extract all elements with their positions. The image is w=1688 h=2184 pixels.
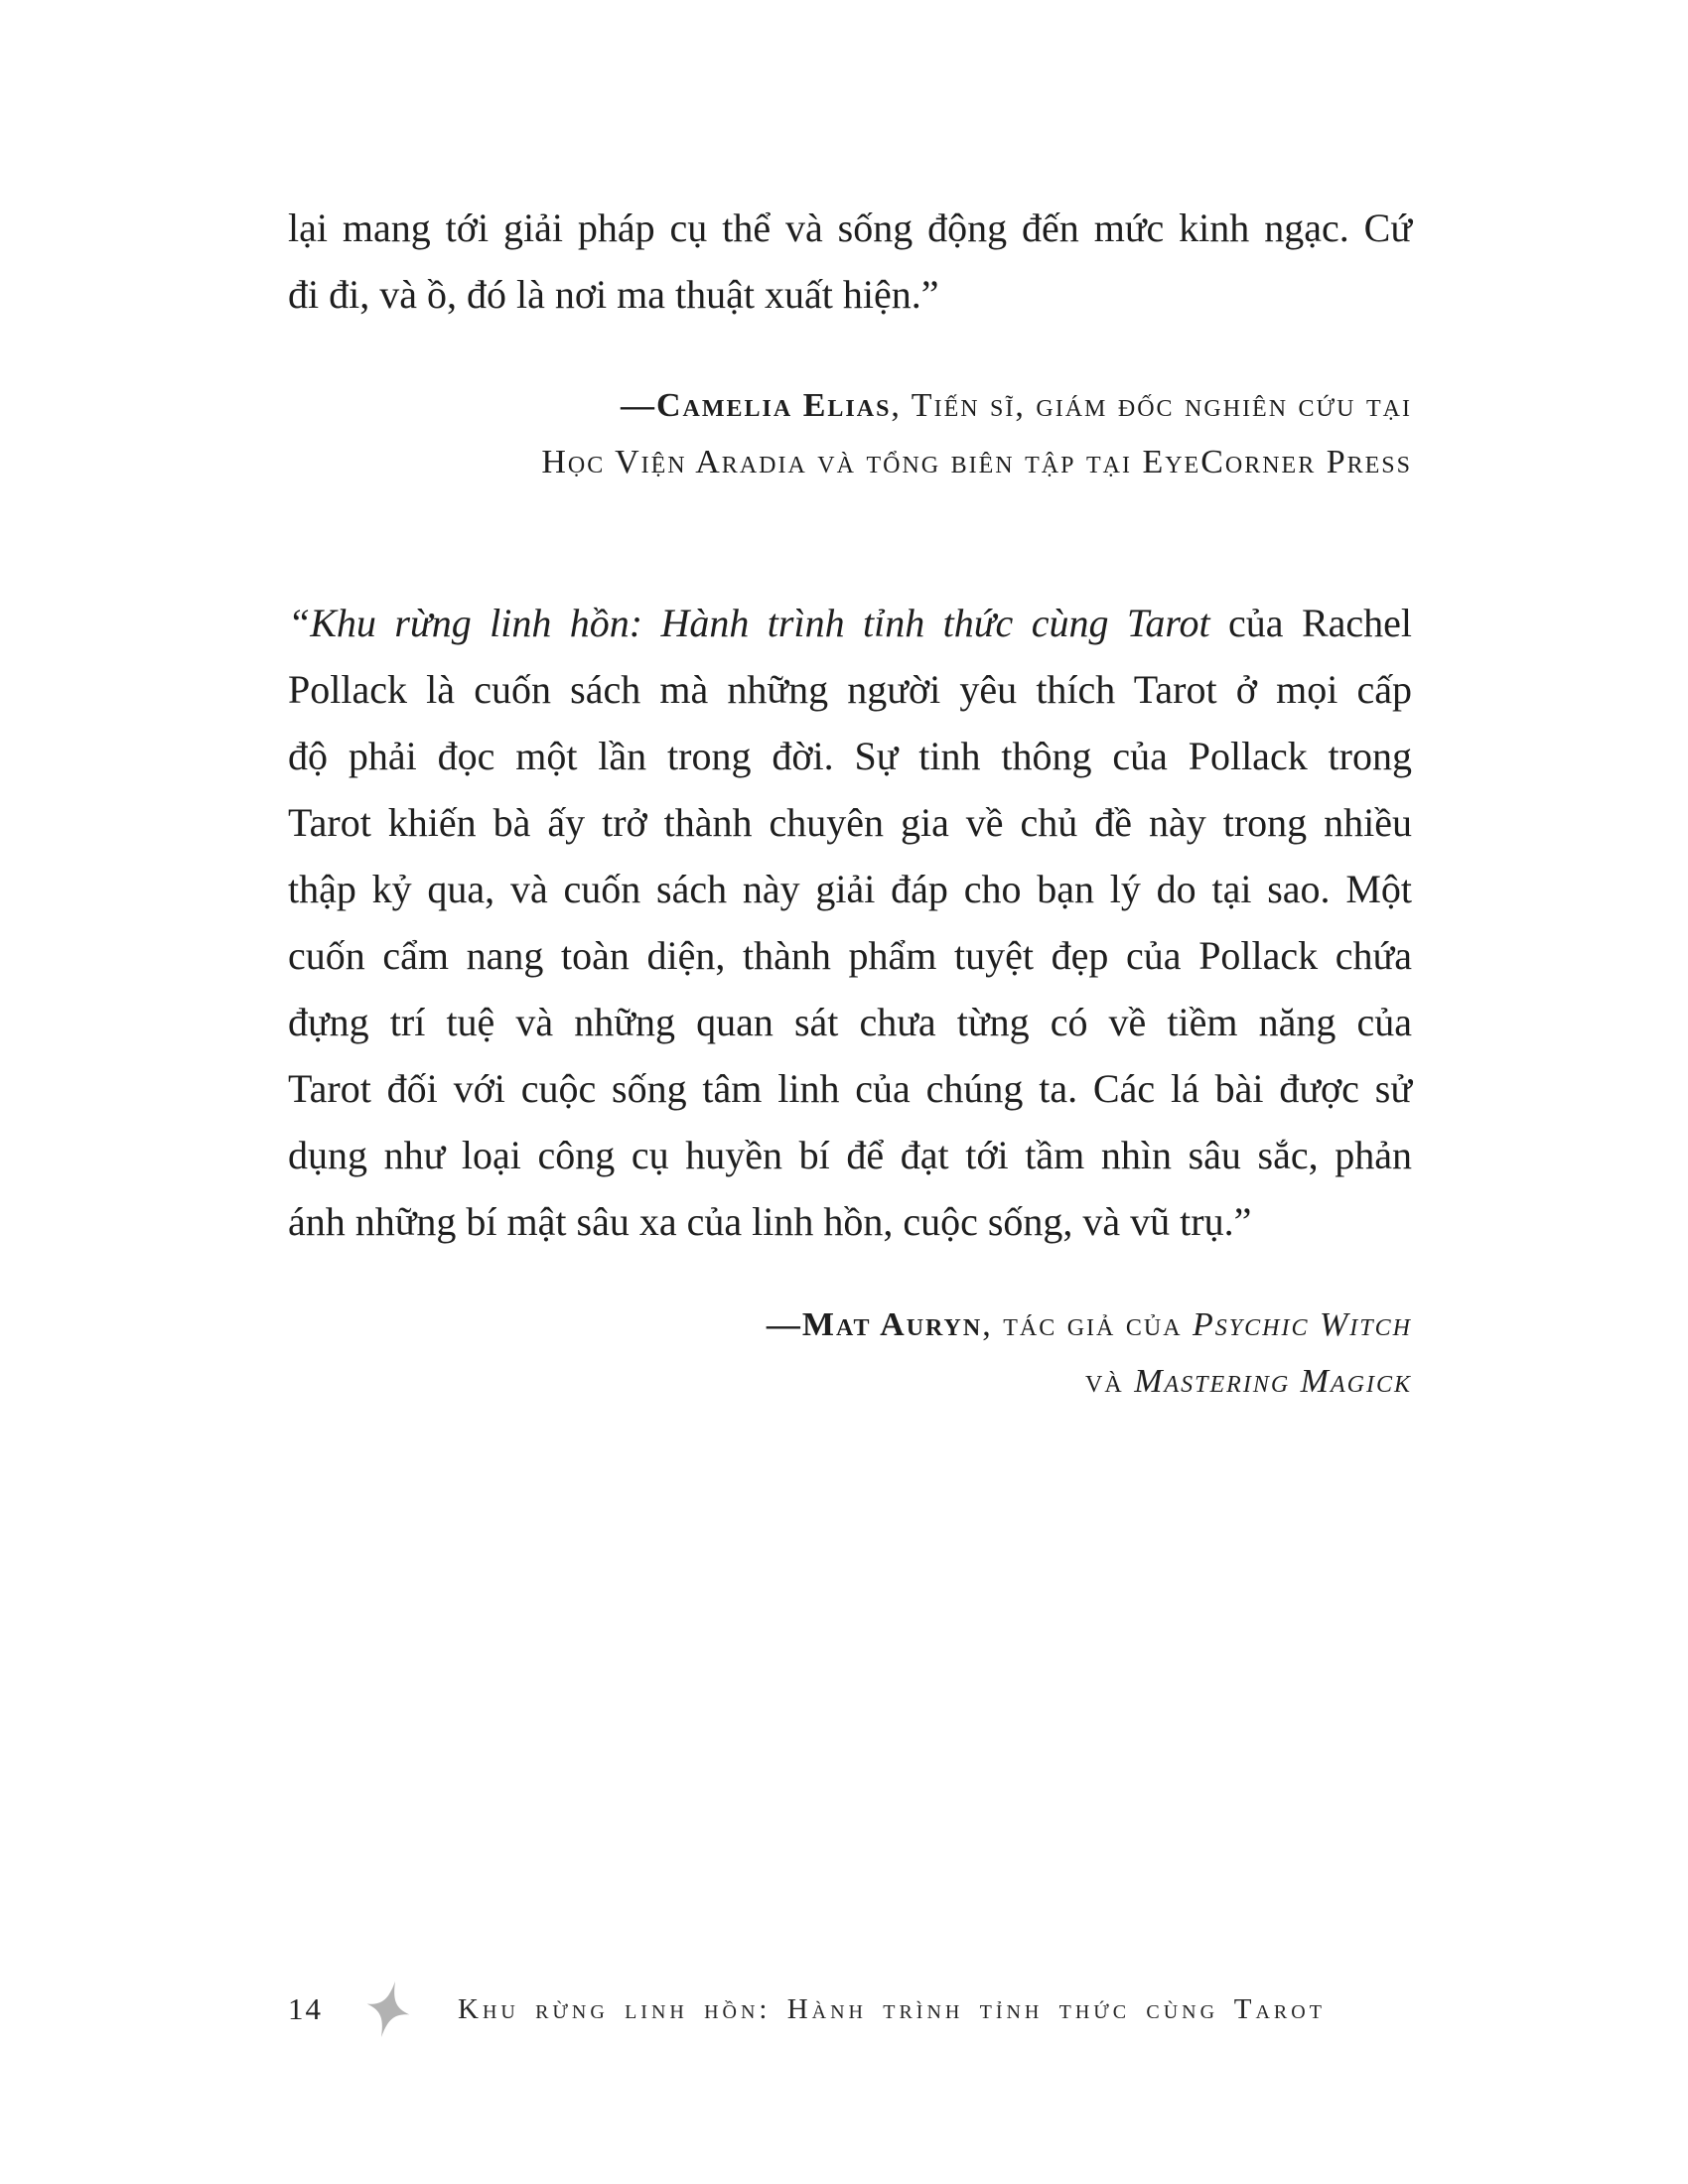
quote-line: ánh những bí mật sâu xa của linh hồn, cuộc sống, và vũ trụ.” [288,1199,1252,1244]
book-title-italic: “Khu rừng linh hồn: Hành trình tỉnh thức cùng Tarot [288,601,1210,645]
attribution-camelia-elias [288,377,1412,490]
quote-line: đi đi, và ồ, đó là nơi ma thuật xuất hiện.” [288,272,939,317]
reviewer-name: —Camelia Elias [620,387,892,424]
four-pointed-star-icon [360,1977,417,2043]
page-number: 14 [288,1991,323,2026]
attribution-line: và Mastering Magick [1085,1363,1412,1400]
page-footer [288,1978,1412,2041]
attribution-line: Học Viện Aradia và tổng biên tập tại EyeCorner Press [541,444,1412,480]
quote-line: thập kỷ qua, và cuốn sách này giải đáp cho bạn lý do tại sao. Một [288,867,1412,911]
quote-line: Tarot đối với cuộc sống tâm linh của chúng ta. Các lá bài được sử [288,1066,1412,1111]
quote-line: lại mang tới giải pháp cụ thể và sống động đến mức kinh ngạc. Cứ [288,205,1412,250]
quote-line: Tarot khiến bà ấy trở thành chuyên gia về chủ đề này trong nhiều [288,800,1412,845]
quote-line: độ phải đọc một lần trong đời. Sự tinh thông của Pollack trong [288,734,1412,778]
reviewer-role: , tác giả của [982,1306,1194,1343]
book-title-italic: Psychic Witch [1193,1306,1412,1343]
quote-line: “Khu rừng linh hồn: Hành trình tỉnh thức cùng Tarot của Rachel [288,601,1412,645]
attribution-line [288,1297,1412,1353]
review-quote-top [288,195,1412,328]
quote-line: Pollack là cuốn sách mà những người yêu thích Tarot ở mọi cấp [288,667,1412,712]
reviewer-role: , Tiến sĩ, giám đốc nghiên cứu tại [891,387,1412,424]
quote-line: cuốn cẩm nang toàn diện, thành phẩm tuyệt đẹp của Pollack chứa [288,933,1412,978]
running-title: Khu rừng linh hồn: Hành trình tỉnh thức cùng Tarot [458,1992,1326,2025]
quote-line: dụng như loại công cụ huyền bí để đạt tới tầm nhìn sâu sắc, phản [288,1133,1412,1177]
attribution-mat-auryn [288,1297,1412,1410]
review-quote-main [288,590,1412,1255]
book-title-italic: Mastering Magick [1134,1363,1412,1400]
attribution-line [288,377,1412,434]
quote-line: đựng trí tuệ và những quan sát chưa từng có về tiềm năng của [288,1000,1412,1044]
reviewer-name: —Mat Auryn [766,1306,983,1343]
